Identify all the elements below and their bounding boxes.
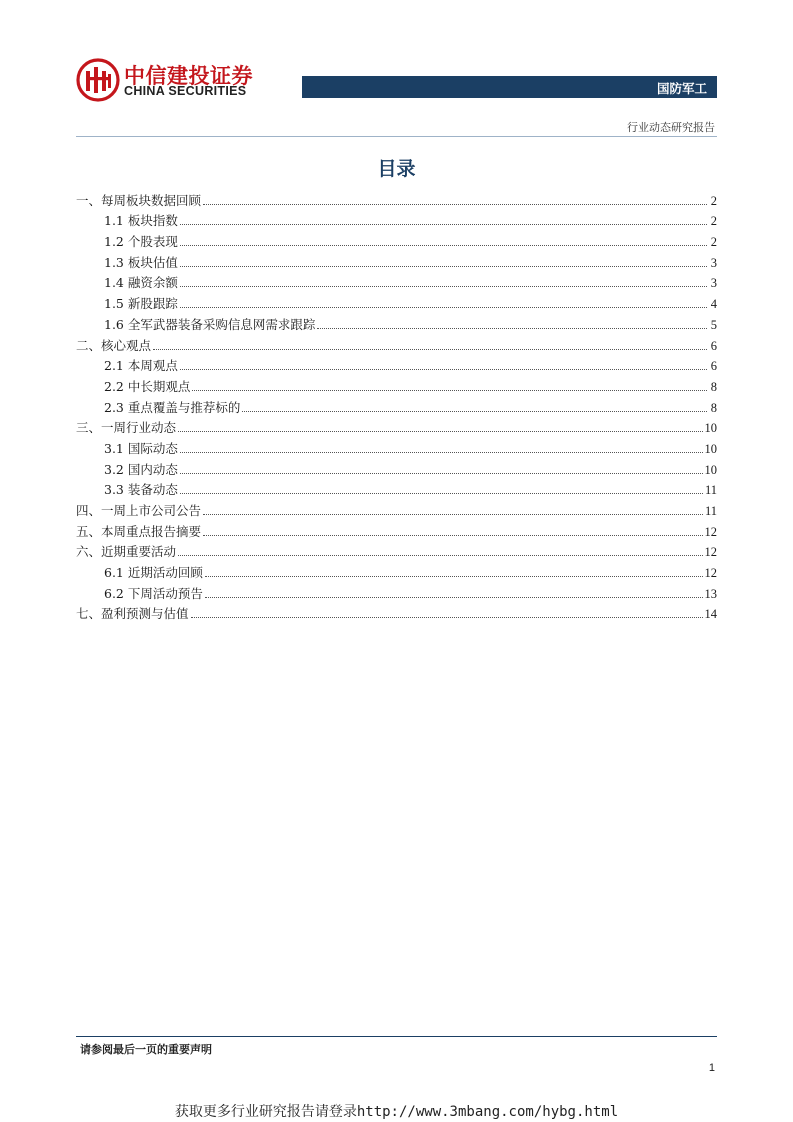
toc-entry[interactable]: [76, 478, 717, 499]
toc-entry[interactable]: [76, 333, 717, 354]
toc-entry[interactable]: [76, 602, 717, 623]
toc-entry-page: 12: [704, 545, 717, 560]
toc-title: 目录: [377, 158, 416, 180]
disclaimer-text: 请参阅最后一页的重要声明: [80, 1043, 212, 1056]
toc-entry-page: 4: [710, 297, 717, 312]
toc-entry[interactable]: [76, 416, 717, 437]
toc-entry[interactable]: [76, 250, 717, 271]
toc-leader-dots: [203, 514, 703, 515]
toc-entry-page: 2: [710, 193, 717, 208]
company-logo: [76, 58, 276, 102]
toc-leader-dots: [180, 307, 707, 308]
toc-leader-dots: [203, 535, 702, 536]
brand-name-english: CHINA SECURITIES: [124, 84, 247, 98]
toc-entry-text: 五、本周重点报告摘要: [76, 523, 202, 539]
watermark-link[interactable]: 获取更多行业研究报告请登录http://www.3mbang.com/hybg.html: [174, 1104, 619, 1120]
toc-entry[interactable]: [76, 188, 717, 209]
toc-entry-page: 11: [704, 483, 717, 498]
toc-entry-page: 6: [710, 359, 717, 374]
toc-entry-text: 七、盈利预测与估值: [76, 606, 189, 622]
toc-entry[interactable]: [76, 271, 717, 292]
toc-leader-dots: [178, 431, 702, 432]
toc-leader-dots: [180, 266, 707, 267]
toc-entry[interactable]: [76, 229, 717, 250]
toc-entry[interactable]: [76, 498, 717, 519]
toc-leader-dots: [317, 328, 707, 329]
brand-name-chinese: 中信建投证券: [124, 64, 253, 88]
page-number: 1: [708, 1062, 715, 1074]
toc-entry-page: 5: [710, 317, 717, 332]
toc-entry-text: 3.2 国内动态: [104, 461, 178, 477]
toc-leader-dots: [191, 617, 703, 618]
toc-leader-dots: [180, 224, 707, 225]
toc-entry[interactable]: [76, 354, 717, 375]
toc-entry-text: 1.2 个股表现: [104, 234, 178, 250]
toc-entry-text: 1.3 板块估值: [104, 254, 178, 270]
toc-entry-page: 2: [710, 214, 717, 229]
toc-leader-dots: [203, 204, 707, 205]
toc-entry[interactable]: [76, 209, 717, 230]
sector-label: 国防军工: [656, 81, 707, 96]
toc-leader-dots: [180, 369, 707, 370]
header-sector-bar: [302, 76, 717, 98]
toc-entry-text: 1.5 新股跟踪: [104, 296, 178, 312]
toc-entry-page: 14: [704, 607, 717, 622]
toc-entry-text: 六、近期重要活动: [76, 544, 177, 560]
toc-leader-dots: [205, 576, 703, 577]
toc-entry[interactable]: [76, 560, 717, 581]
toc-entry-text: 6.2 下周活动预告: [104, 585, 203, 601]
toc-entry-page: 6: [710, 338, 717, 353]
toc-entry-page: 13: [704, 586, 717, 601]
toc-entry-text: 3.3 装备动态: [104, 482, 178, 498]
toc-entry-text: 2.3 重点覆盖与推荐标的: [104, 399, 241, 415]
toc-leader-dots: [205, 597, 703, 598]
toc-entry-page: 11: [704, 504, 717, 518]
toc-leader-dots: [180, 286, 707, 287]
toc-entry-page: 12: [704, 566, 717, 581]
toc-entry-page: 10: [704, 441, 717, 456]
toc-entry-text: 三、一周行业动态: [76, 420, 177, 436]
toc-leader-dots: [180, 245, 707, 246]
toc-leader-dots: [242, 411, 707, 412]
toc-entry[interactable]: [76, 540, 717, 561]
toc-entry-text: 2.2 中长期观点: [104, 378, 191, 394]
toc-entry-text: 6.1 近期活动回顾: [104, 565, 203, 581]
toc-leader-dots: [153, 349, 707, 350]
toc-entry[interactable]: [76, 436, 717, 457]
toc-entry[interactable]: [76, 291, 717, 312]
toc-entry[interactable]: [76, 374, 717, 395]
china-securities-logo-icon: [76, 58, 120, 102]
toc-leader-dots: [180, 452, 703, 453]
toc-entry-page: 2: [710, 235, 717, 250]
header-divider: [76, 136, 717, 137]
toc-entry-page: 12: [704, 524, 717, 539]
toc-entry-page: 3: [710, 255, 717, 270]
toc-entry-text: 1.1 板块指数: [104, 213, 178, 229]
toc-leader-dots: [178, 555, 702, 556]
toc-entry-page: 10: [704, 421, 717, 436]
footer-divider: [76, 1036, 717, 1037]
table-of-contents: [76, 188, 717, 622]
toc-entry[interactable]: [76, 519, 717, 540]
toc-entry[interactable]: [76, 457, 717, 478]
report-type-label: 行业动态研究报告: [627, 121, 715, 134]
toc-leader-dots: [180, 473, 703, 474]
toc-leader-dots: [180, 493, 703, 494]
toc-entry[interactable]: [76, 395, 717, 416]
toc-entry-text: 3.1 国际动态: [104, 440, 178, 456]
toc-entry-page: 10: [704, 462, 717, 477]
toc-entry-page: 8: [710, 400, 717, 415]
toc-entry-page: 8: [710, 379, 717, 394]
toc-entry-text: 二、核心观点: [76, 337, 152, 353]
toc-entry[interactable]: [76, 581, 717, 602]
toc-entry-text: 四、一周上市公司公告: [76, 503, 202, 518]
toc-entry-text: 1.4 融资余额: [104, 275, 178, 291]
toc-entry-text: 一、每周板块数据回顾: [76, 192, 202, 208]
toc-entry-text: 1.6 全军武器装备采购信息网需求跟踪: [104, 316, 316, 332]
toc-leader-dots: [192, 390, 707, 391]
toc-entry[interactable]: [76, 312, 717, 333]
toc-entry-text: 2.1 本周观点: [104, 358, 178, 374]
toc-entry-page: 3: [710, 276, 717, 291]
